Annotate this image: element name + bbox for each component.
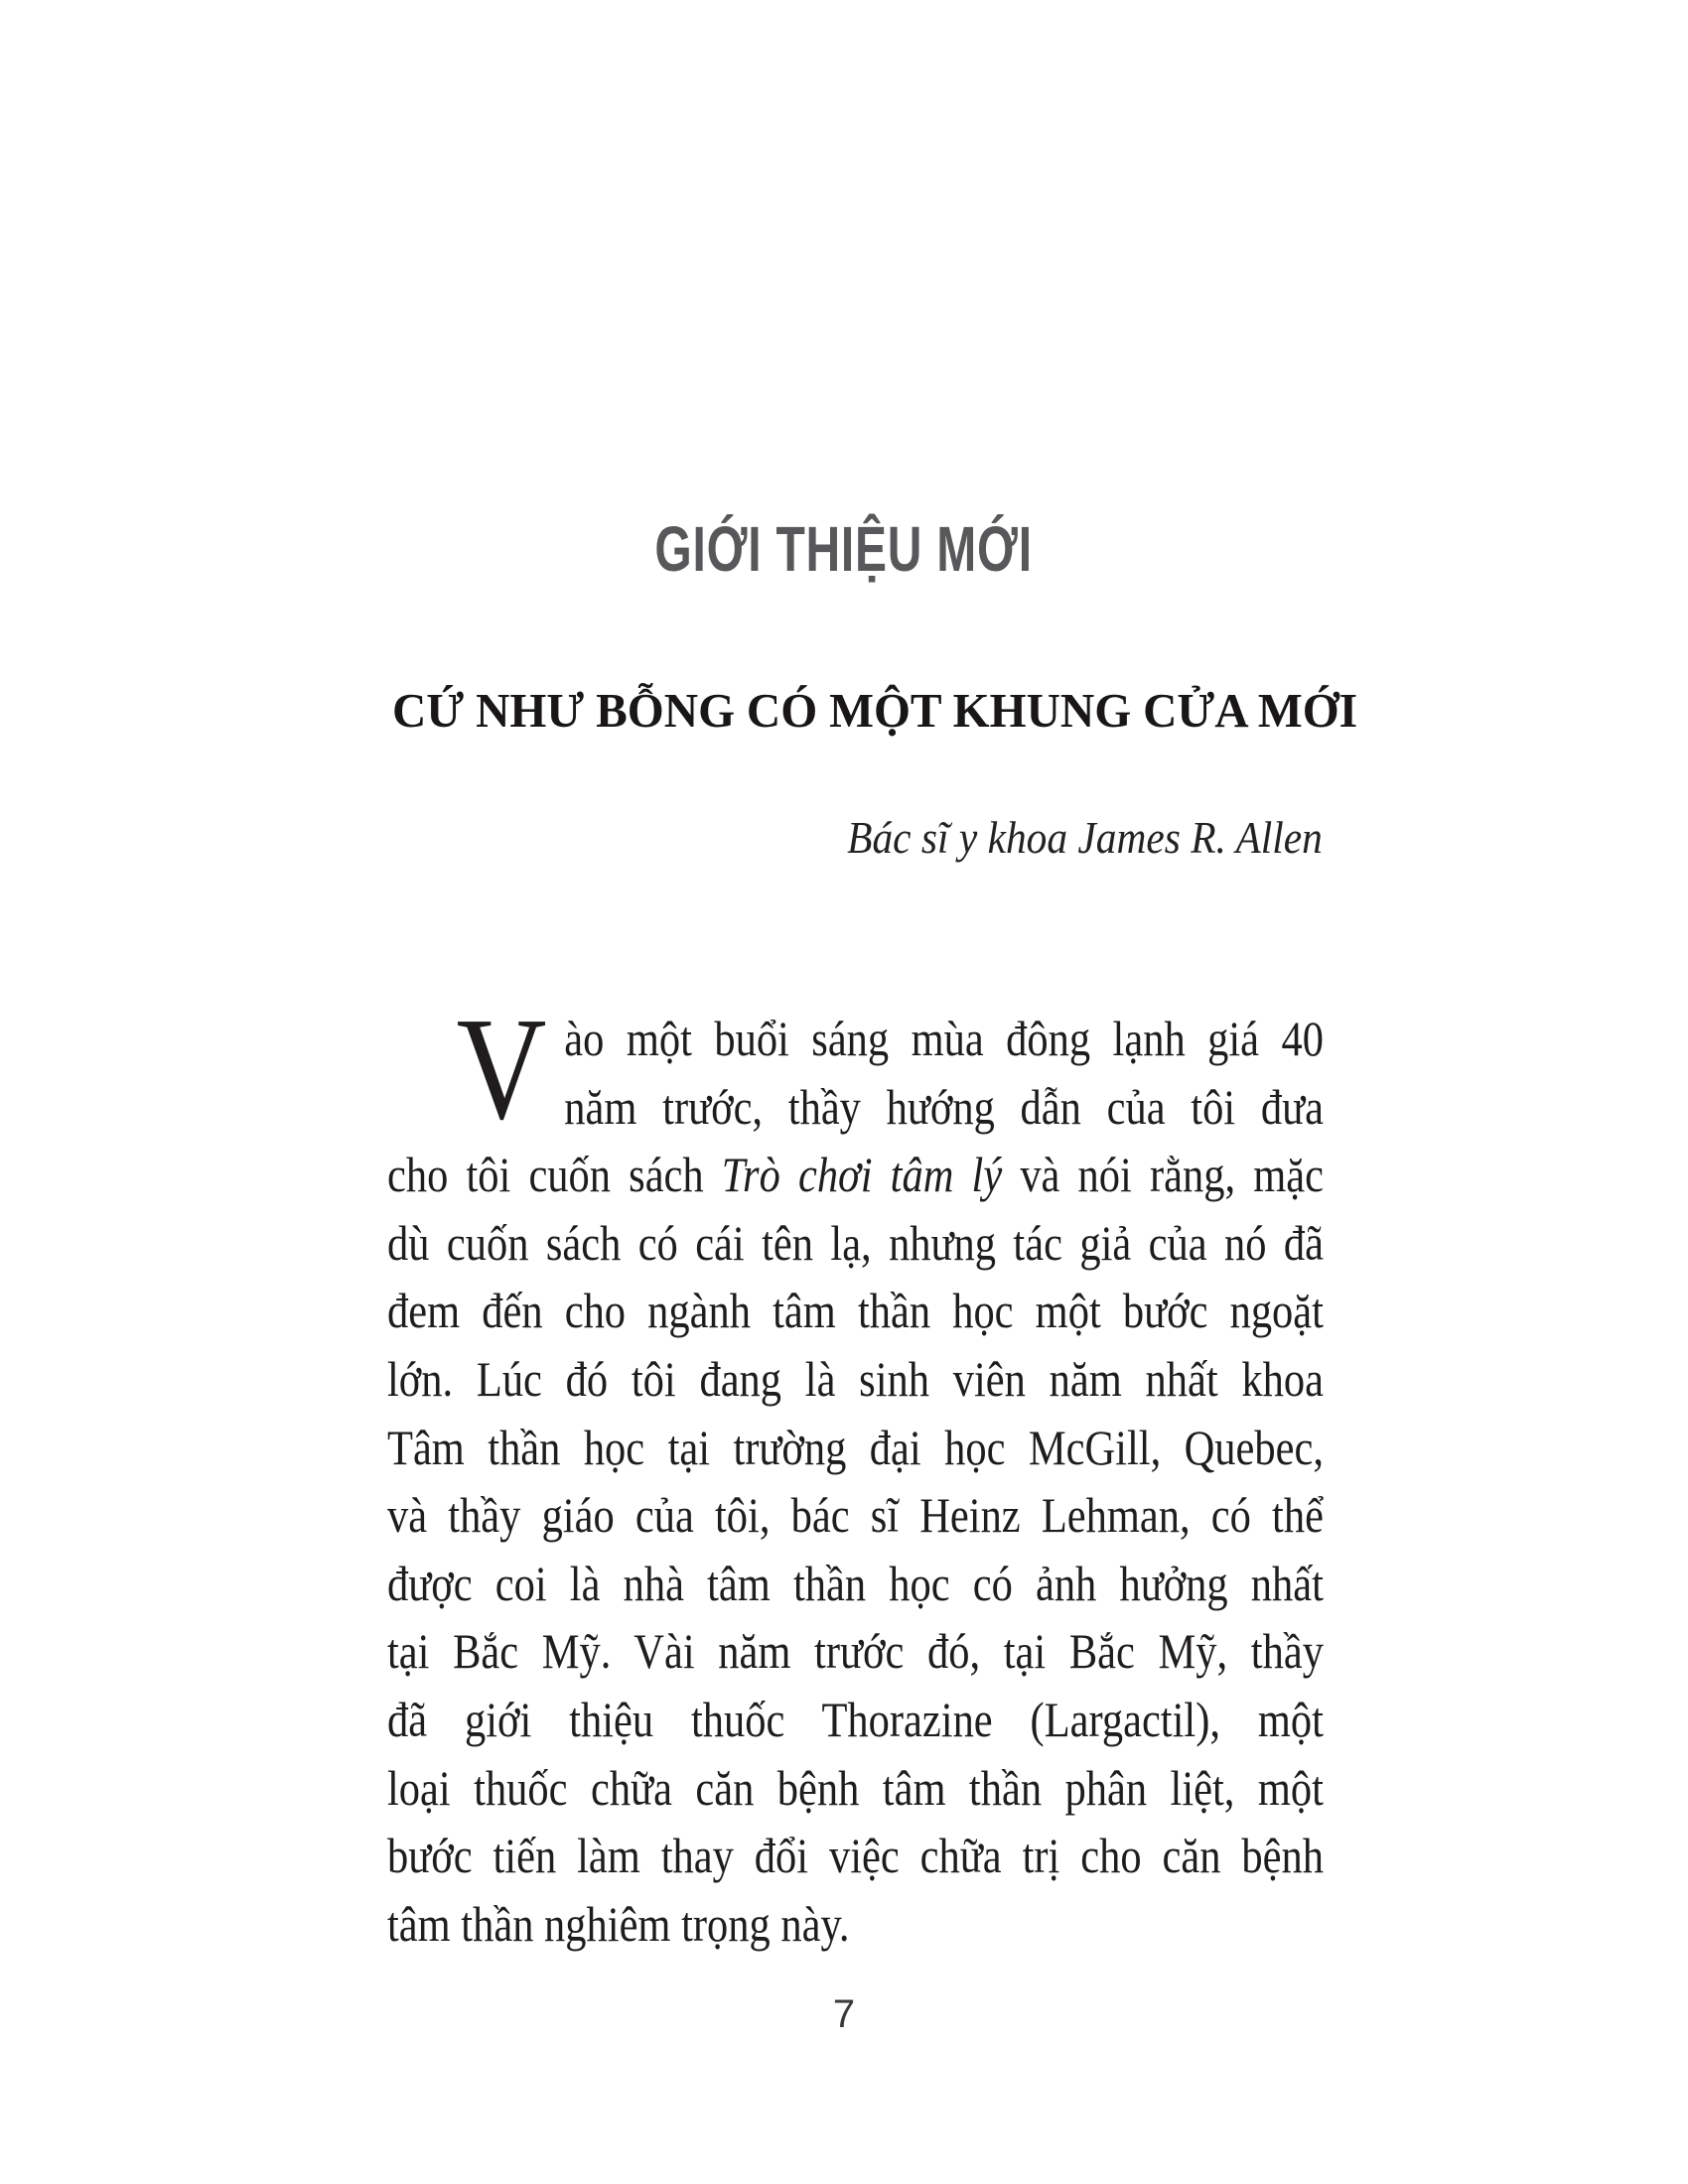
first-lines	[564, 1005, 1324, 1141]
body-text-segment: dù cuốn sách có cái tên lạ, nhưng tác giả của nó đã	[387, 1214, 1324, 1271]
body-text-segment: tâm thần nghiêm trọng này.	[387, 1895, 850, 1952]
body-line	[387, 1414, 1324, 1482]
body-line	[387, 1481, 1324, 1550]
section-heading-text: CỨ NHƯ BỖNG CÓ MỘT KHUNG CỬA MỚI	[392, 683, 1358, 738]
book-title-italic: Trò chơi tâm lý	[721, 1147, 1003, 1203]
rest-lines	[387, 1141, 1324, 1958]
page-number: 7	[832, 1992, 856, 2036]
body-text-segment: đã giới thiệu thuốc Thorazine (Largactil), một	[387, 1691, 1324, 1747]
author-byline	[794, 812, 1323, 864]
body-text-segment: được coi là nhà tâm thần học có ảnh hưởng nhất	[387, 1555, 1324, 1611]
section-heading	[377, 681, 1358, 741]
body-line	[387, 1550, 1324, 1618]
body-text-segment: lớn. Lúc đó tôi đang là sinh viên năm nhất khoa	[387, 1350, 1324, 1407]
body-text-segment: bước tiến làm thay đổi việc chữa trị cho căn bệnh	[387, 1828, 1324, 1884]
body-text-segment: và thầy giáo của tôi, bác sĩ Heinz Lehman, có thể	[387, 1487, 1324, 1544]
body-text-segment: và nói rằng, mặc	[1002, 1147, 1324, 1203]
author-byline-text: Bác sĩ y khoa James R. Allen	[847, 812, 1323, 863]
body-line	[387, 1209, 1324, 1278]
body-text-segment: cho tôi cuốn sách	[387, 1147, 722, 1203]
body-text-segment: loại thuốc chữa căn bệnh tâm thần phân liệt, một	[387, 1759, 1324, 1816]
body-line	[564, 1073, 1324, 1142]
drop-cap: V	[456, 988, 547, 1151]
body-line	[387, 1277, 1324, 1345]
body-line	[387, 1890, 1324, 1959]
body-text-segment: đem đến cho ngành tâm thần học một bước ngoặt	[387, 1283, 1324, 1339]
body-text-segment: tại Bắc Mỹ. Vài năm trước đó, tại Bắc Mỹ, thầy	[387, 1623, 1324, 1680]
body-text-segment: ào một buổi sáng mùa đông lạnh giá 40	[564, 1011, 1324, 1066]
body-line	[387, 1141, 1324, 1209]
body-line	[387, 1345, 1324, 1414]
body-line	[387, 1754, 1324, 1823]
body-line	[387, 1617, 1324, 1686]
opening-row	[387, 988, 1324, 1151]
body-text-segment: năm trước, thầy hướng dẫn của tôi đưa	[564, 1078, 1324, 1135]
chapter-title-text: GIỚI THIỆU MỚI	[654, 513, 1034, 585]
body-text-segment: Tâm thần học tại trường đại học McGill, Quebec,	[387, 1419, 1324, 1475]
body-line	[387, 1822, 1324, 1890]
body-line	[564, 1005, 1324, 1073]
chapter-title	[377, 513, 1311, 585]
body-line	[387, 1686, 1324, 1754]
body-paragraph	[387, 988, 1324, 1958]
